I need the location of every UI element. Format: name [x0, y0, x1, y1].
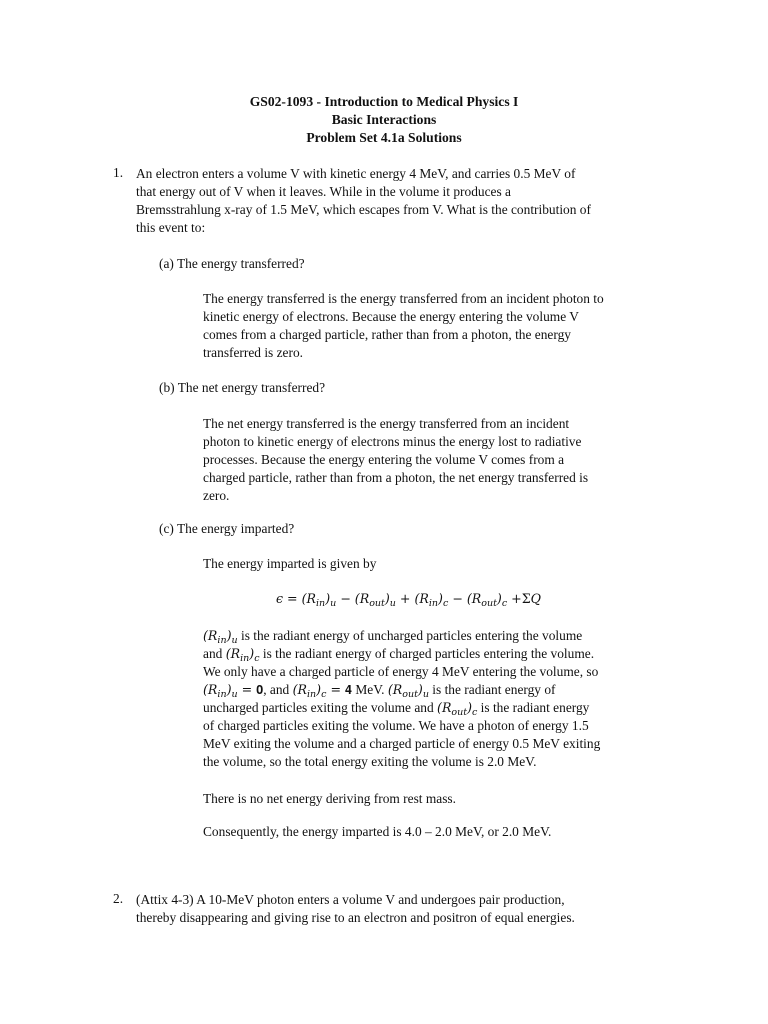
question-2-line: thereby disappearing and giving rise to an electron and positron of equal energies. [136, 910, 575, 925]
part-c-explanation: $(R_{in})_u$ is the radiant energy of uncharged particles entering the volume and $(R_{in})_c$ is the radiant energy of charged particles entering the volume. We only have a charged particle of energy 4 MeV entering the volume, so $(R_{in})_u$ = 𝟎, and $(R_{in})_c$ = 𝟒 MeV. $(R_{out})_u$ is the radiant energy of uncharged particles exiting the volume and $(R_{out})_c$ is the radiant energy of charged particles exiting the volume. We have a photon of energy 1.5 MeV exiting the volume and a charged particle of energy 0.5 MeV exiting the volume, so the total energy exiting the volume is 2.0 MeV. [203, 628, 601, 769]
explain-line: of charged particles exiting the volume. We have a photon of energy 1.5 [203, 718, 589, 733]
rest-mass-statement: There is no net energy deriving from rest mass. [203, 791, 456, 806]
answer-line: charged particle, rather than from a photon, the net energy transferred is [203, 470, 589, 485]
topic-title: Basic Interactions [331, 112, 437, 127]
energy-imparted-equation: $\epsilon = (R_{in})_u - (R_{out})_u + (R_{in})_c - (R_{out})_c +\Sigma Q$ [276, 591, 541, 609]
explain-fragment: and [203, 646, 226, 661]
answer-line: photon to kinetic energy of electrons minus the energy lost to radiative [203, 434, 582, 449]
part-b-question: (b) The net energy transferred? [159, 380, 326, 395]
answer-line: The net energy transferred is the energy transferred from an incident [203, 416, 570, 431]
conclusion-statement: Consequently, the energy imparted is 4.0 – 2.0 MeV, or 2.0 MeV. [203, 824, 552, 839]
part-a-answer [203, 290, 604, 362]
answer-line: zero. [203, 488, 230, 503]
explain-fragment: MeV. [352, 682, 388, 697]
part-a-question: (a) The energy transferred? [159, 256, 305, 271]
explain-line: MeV exiting the volume and a charged particle of energy 0.5 MeV exiting [203, 736, 601, 751]
part-b-answer [203, 415, 588, 505]
part-c-question: (c) The energy imparted? [159, 521, 295, 536]
question-2-line: (Attix 4-3) A 10-MeV photon enters a volume V and undergoes pair production, [136, 892, 565, 907]
question-2-text [136, 891, 575, 927]
answer-line: The energy transferred is the energy transferred from an incident photon to [203, 291, 604, 306]
answer-line: kinetic energy of electrons. Because the energy entering the volume V [203, 309, 579, 324]
part-c-intro: The energy imparted is given by [203, 556, 377, 571]
answer-line: processes. Because the energy entering the volume V comes from a [203, 452, 565, 467]
question-1-line: this event to: [136, 220, 206, 235]
explain-fragment: , and [263, 682, 293, 697]
course-title: GS02-1093 - Introduction to Medical Physics I [249, 94, 519, 109]
question-2-number: 2. [113, 891, 124, 906]
explain-fragment: uncharged particles exiting the volume and [203, 700, 438, 715]
explain-line: is the radiant energy of uncharged particles entering the volume [237, 628, 583, 643]
question-1-number: 1. [113, 165, 124, 180]
explain-line: We only have a charged particle of energy 4 MeV entering the volume, so [203, 664, 599, 679]
answer-line: comes from a charged particle, rather than from a photon, the energy [203, 327, 571, 342]
question-1-text [136, 165, 591, 237]
question-1-line: Bremsstrahlung x-ray of 1.5 MeV, which escapes from V. What is the contribution of [136, 202, 591, 217]
explain-fragment: is the radiant energy [477, 700, 590, 715]
question-1-line: that energy out of V when it leaves. While in the volume it produces a [136, 184, 511, 199]
explain-fragment: is the radiant energy of [428, 682, 556, 697]
problem-set-title: Problem Set 4.1a Solutions [306, 130, 462, 145]
explain-line: is the radiant energy of charged particles entering the volume. [259, 646, 595, 661]
answer-line: transferred is zero. [203, 345, 304, 360]
question-1-line: An electron enters a volume V with kinetic energy 4 MeV, and carries 0.5 MeV of [136, 166, 576, 181]
explain-line: the volume, so the total energy exiting the volume is 2.0 MeV. [203, 754, 537, 769]
